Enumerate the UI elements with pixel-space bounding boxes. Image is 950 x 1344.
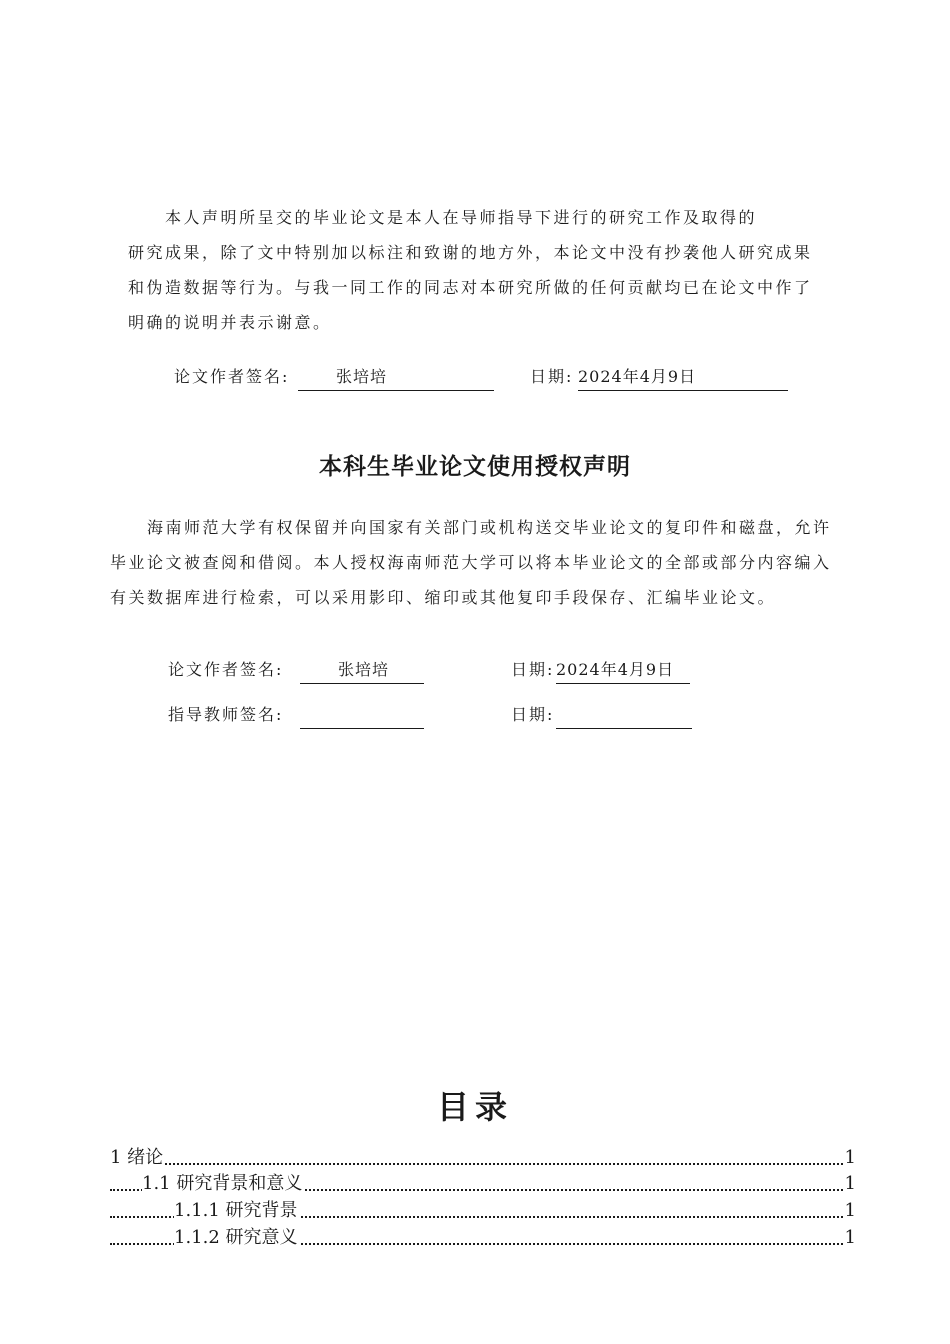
authorization-line: 毕业论文被查阅和借阅。本人授权海南师范大学可以将本毕业论文的全部或部分内容编入 — [110, 553, 832, 572]
date-value: 2024年4月9日 — [578, 367, 697, 386]
date-field[interactable] — [556, 657, 690, 684]
authorization-line: 海南师范大学有权保留并向国家有关部门或机构送交毕业论文的复印件和磁盘，允许 — [110, 518, 832, 537]
author-signature-field[interactable] — [300, 657, 424, 684]
declaration-signature-row — [174, 364, 794, 390]
date-value: 2024年4月9日 — [556, 660, 675, 679]
toc-page-number: 1 — [843, 1225, 856, 1251]
declaration-line: 和伪造数据等行为。与我一同工作的同志对本研究所做的任何贡献均已在论文中作了 — [128, 278, 813, 297]
declaration-line: 明确的说明并表示谢意。 — [128, 313, 332, 332]
authorization-line: 有关数据库进行检索，可以采用影印、缩印或其他复印手段保存、汇编毕业论文。 — [110, 588, 777, 607]
authorization-statement — [110, 510, 870, 615]
author-signature-label: 论文作者签名: — [174, 367, 290, 386]
toc-entry[interactable] — [110, 1198, 856, 1224]
toc-title: 目录 — [436, 1088, 513, 1126]
advisor-signature-label: 指导教师签名: — [168, 705, 284, 724]
toc-entry-text: 1.1 研究背景和意义 — [142, 1171, 304, 1197]
date-label: 日期: — [511, 660, 555, 679]
toc-entry-text: 1.1.1 研究背景 — [174, 1198, 300, 1224]
advisor-date-field[interactable] — [556, 702, 692, 729]
toc-leader-dots — [110, 1163, 846, 1165]
toc-entry[interactable] — [110, 1171, 856, 1197]
toc-entry-text: 1.1.2 研究意义 — [174, 1225, 300, 1251]
toc-page-number: 1 — [843, 1145, 856, 1171]
date-field[interactable] — [578, 364, 788, 391]
authorization-signature-row — [168, 657, 708, 683]
advisor-signature-field[interactable] — [300, 702, 424, 729]
toc-page-number: 1 — [843, 1198, 856, 1224]
author-name: 张培培 — [338, 660, 390, 679]
date-label: 日期: — [530, 367, 574, 386]
declaration-line: 研究成果，除了文中特别加以标注和致谢的地方外，本论文中没有抄袭他人研究成果 — [128, 243, 813, 262]
author-signature-field[interactable] — [298, 364, 494, 391]
author-name: 张培培 — [336, 367, 388, 386]
toc-page-number: 1 — [843, 1171, 856, 1197]
authorization-title: 本科生毕业论文使用授权声明 — [319, 454, 631, 480]
advisor-date-label: 日期: — [511, 705, 555, 724]
originality-declaration — [128, 200, 848, 340]
advisor-signature-row — [168, 702, 708, 728]
toc-entry[interactable] — [110, 1145, 856, 1171]
toc-entry[interactable] — [110, 1225, 856, 1251]
author-signature-label: 论文作者签名: — [168, 660, 284, 679]
declaration-line: 本人声明所呈交的毕业论文是本人在导师指导下进行的研究工作及取得的 — [128, 208, 758, 227]
toc-entry-text: 1 绪论 — [110, 1145, 165, 1171]
